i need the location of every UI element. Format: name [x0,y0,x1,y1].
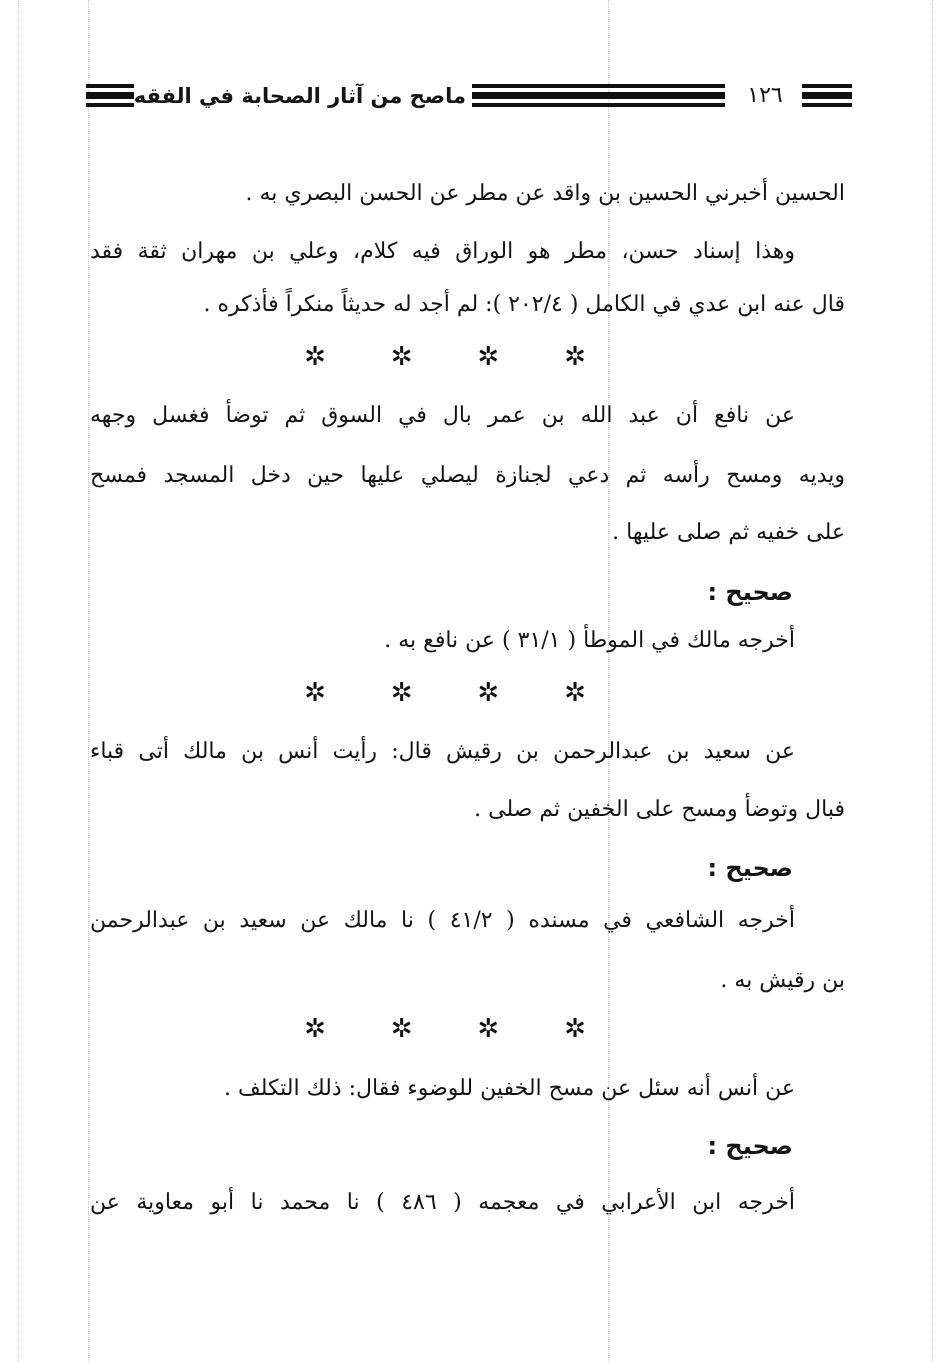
text-line: عن نافع أن عبد الله بن عمر بال في السوق ثم توضأ فغسل وجهه [90,403,795,428]
text-line: وهذا إسناد حسن، مطر هو الوراق فيه كلام، وعلي بن مهران ثقة فقد [90,239,795,264]
section-separator [300,678,590,708]
grading-label: صحيح : [707,1132,793,1160]
star-ornament-icon: ✲ [390,678,413,708]
text-line: الحسين أخبرني الحسين بن واقد عن مطر عن الحسن البصري به . [245,181,845,206]
text-line: قال عنه ابن عدي في الكامل ( ٢٠٢/٤ ): لم أجد له حديثاً منكراً فأذكره . [203,292,845,317]
star-ornament-icon: ✲ [477,678,500,708]
text-line: بن رقيش به . [720,968,845,993]
star-ornament-icon: ✲ [390,342,413,372]
text-line: ويديه ومسح رأسه ثم دعي لجنازة ليصلي عليها حين دخل المسجد فمسح [90,463,845,488]
text-line: فبال وتوضأ ومسح على الخفين ثم صلى . [474,797,845,822]
grading-label: صحيح : [707,578,793,606]
star-ornament-icon: ✲ [564,342,586,372]
header-rule-middle [472,84,725,108]
star-ornament-icon: ✲ [304,1014,326,1044]
text-line: أخرجه مالك في الموطأ ( ٣١/١ ) عن نافع به . [384,628,795,653]
grading-label: صحيح : [707,854,793,882]
section-separator [300,1014,590,1044]
text-line: عن أنس أنه سئل عن مسح الخفين للوضوء فقال: ذلك التكلف . [223,1076,795,1101]
star-ornament-icon: ✲ [390,1014,413,1044]
text-line: على خفيه ثم صلى عليها . [612,520,845,545]
star-ornament-icon: ✲ [304,678,326,708]
section-separator [300,342,590,372]
star-ornament-icon: ✲ [477,1014,500,1044]
text-line: أخرجه ابن الأعرابي في معجمه ( ٤٨٦ ) نا محمد نا أبو معاوية عن [90,1190,796,1215]
page-number: ١٢٦ [747,83,783,108]
header-rule-left [86,84,134,108]
running-header [82,78,852,114]
scan-guide-line [932,0,933,1362]
text-line: أخرجه الشافعي في مسنده ( ٤١/٢ ) نا مالك عن سعيد بن عبدالرحمن [90,908,795,933]
scan-guide-line [88,0,89,1362]
scan-guide-line [18,0,19,1362]
text-line: عن سعيد بن عبدالرحمن بن رقيش قال: رأيت أنس بن مالك أتى قباء [90,739,795,764]
star-ornament-icon: ✲ [304,342,326,372]
header-rule-right [802,84,852,108]
star-ornament-icon: ✲ [564,678,586,708]
star-ornament-icon: ✲ [564,1014,586,1044]
star-ornament-icon: ✲ [477,342,500,372]
book-title: ماصح من آثار الصحابة في الفقه [133,84,466,108]
